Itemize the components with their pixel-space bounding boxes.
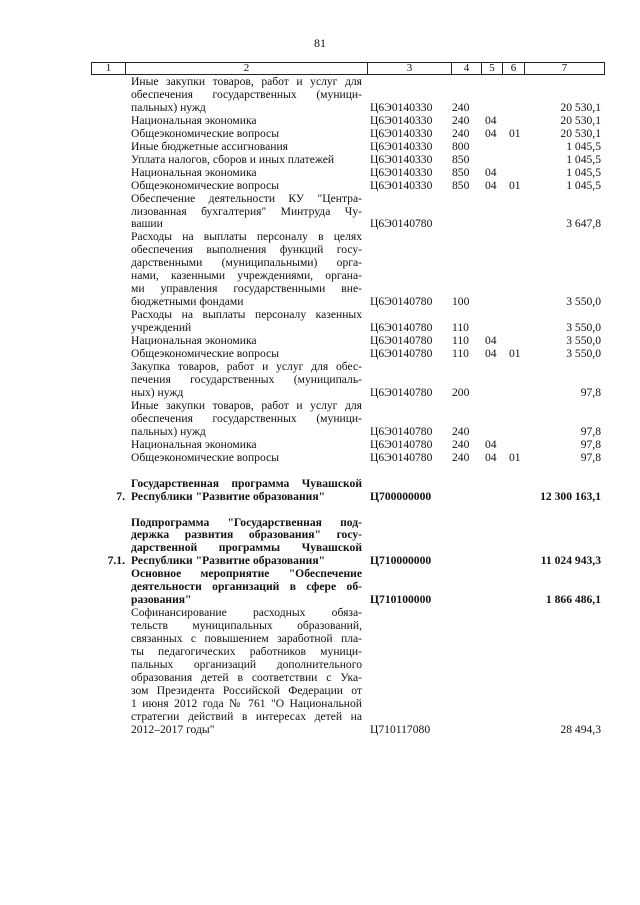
- description-line: связанных с повышением заработной пла-: [131, 632, 362, 646]
- description-line: печения государственных (муниципаль-: [131, 372, 362, 386]
- amount-value: 1 866 486,1: [545, 593, 601, 607]
- description-line: ми управления государственными вне-: [131, 282, 362, 296]
- amount-value: 3 647,8: [566, 217, 601, 231]
- description-line: обеспечения государственных (муници-: [131, 411, 362, 425]
- table-row: [91, 361, 605, 400]
- description-line: разования": [131, 593, 192, 607]
- target-article-code: Ц6Э0140780: [370, 321, 433, 335]
- target-article-code: Ц710100000: [370, 593, 432, 607]
- description-line: пальных) нужд: [131, 424, 206, 438]
- amount-value: 1 045,5: [566, 152, 601, 166]
- header-col-3: 3: [368, 63, 452, 74]
- expense-type-code: 800: [452, 139, 470, 153]
- subsection-code: 01: [509, 178, 521, 192]
- subsection-code: 01: [509, 450, 521, 464]
- target-article-code: Ц700000000: [370, 489, 432, 503]
- header-col-4: 4: [452, 63, 482, 74]
- amount-value: 20 530,1: [560, 126, 601, 140]
- expense-type-code: 240: [452, 424, 470, 438]
- row-description: [131, 452, 362, 465]
- target-article-code: Ц6Э0140330: [370, 165, 433, 179]
- table-row: [91, 154, 605, 167]
- table-row: [91, 478, 605, 504]
- row-description: [131, 141, 362, 154]
- subsection-code: 01: [509, 126, 521, 140]
- target-article-code: Ц710000000: [370, 554, 432, 568]
- row-description: [131, 361, 362, 400]
- description-line: бюджетными фондами: [131, 295, 244, 309]
- description-line: обеспечения выполнения функций госу-: [131, 243, 362, 257]
- description-line: Общеэкономические вопросы: [131, 347, 279, 361]
- amount-value: 97,8: [580, 385, 601, 399]
- amount-value: 3 550,0: [566, 295, 601, 309]
- row-description: [131, 478, 362, 504]
- row-description: [131, 115, 362, 128]
- target-article-code: Ц6Э0140330: [370, 100, 433, 114]
- section-code: 04: [485, 178, 497, 192]
- description-line: Общеэкономические вопросы: [131, 126, 279, 140]
- table-row: [91, 309, 605, 335]
- table-row: [91, 115, 605, 128]
- description-line: образования детей в соответствии с Ука-: [131, 670, 362, 684]
- target-article-code: Ц6Э0140780: [370, 385, 433, 399]
- header-col-6: 6: [503, 63, 525, 74]
- row-number: 7.: [116, 489, 125, 503]
- description-line: тельств муниципальных образований,: [131, 619, 362, 633]
- description-line: Национальная экономика: [131, 113, 257, 127]
- row-description: [131, 439, 362, 452]
- row-description: [131, 167, 362, 180]
- target-article-code: Ц6Э0140780: [370, 424, 433, 438]
- expense-type-code: 110: [452, 334, 469, 348]
- table-row: [91, 128, 605, 141]
- amount-value: 3 550,0: [566, 334, 601, 348]
- description-line: Национальная экономика: [131, 165, 257, 179]
- description-line: Софинансирование расходных обяза-: [131, 606, 362, 620]
- description-line: Иные закупки товаров, работ и услуг для: [131, 75, 362, 88]
- expense-type-code: 240: [452, 100, 470, 114]
- description-line: Подпрограмма "Государственная под-: [131, 515, 362, 529]
- table-header: [91, 62, 605, 75]
- expense-type-code: 200: [452, 385, 470, 399]
- target-article-code: Ц6Э0140330: [370, 178, 433, 192]
- table-row: [91, 568, 605, 607]
- expense-type-code: 110: [452, 347, 469, 361]
- target-article-code: Ц6Э0140780: [370, 450, 433, 464]
- table-row: [91, 607, 605, 737]
- amount-value: 97,8: [580, 424, 601, 438]
- description-line: обеспечения государственных (муници-: [131, 87, 362, 101]
- budget-table-body: [91, 76, 605, 737]
- amount-value: 97,8: [580, 437, 601, 451]
- amount-value: 1 045,5: [566, 139, 601, 153]
- row-description: [131, 180, 362, 193]
- description-line: Иные бюджетные ассигнования: [131, 139, 288, 153]
- header-col-2: 2: [126, 63, 368, 74]
- description-line: Закупка товаров, работ и услуг для обес-: [131, 359, 362, 373]
- expense-type-code: 850: [452, 165, 470, 179]
- expense-type-code: 850: [452, 178, 470, 192]
- description-line: Общеэкономические вопросы: [131, 450, 279, 464]
- row-spacer: [91, 465, 605, 478]
- section-code: 04: [485, 113, 497, 127]
- table-row: [91, 193, 605, 232]
- description-line: Национальная экономика: [131, 437, 257, 451]
- amount-value: 1 045,5: [566, 178, 601, 192]
- table-row: [91, 167, 605, 180]
- target-article-code: Ц6Э0140780: [370, 347, 433, 361]
- table-row: [91, 180, 605, 193]
- row-number: 7.1.: [107, 554, 125, 568]
- table-row: [91, 452, 605, 465]
- row-description: [131, 400, 362, 439]
- expense-type-code: 240: [452, 113, 470, 127]
- description-line: Уплата налогов, сборов и иных платежей: [131, 152, 335, 166]
- table-row: [91, 76, 605, 115]
- target-article-code: Ц6Э0140780: [370, 437, 433, 451]
- description-line: пальных) нужд: [131, 100, 206, 114]
- target-article-code: Ц710117080: [370, 722, 431, 736]
- header-col-7: 7: [561, 62, 568, 74]
- description-line: Расходы на выплаты персоналу в целях: [131, 230, 362, 244]
- description-line: вашии: [131, 217, 163, 231]
- expense-type-code: 240: [452, 126, 470, 140]
- target-article-code: Ц6Э0140330: [370, 126, 433, 140]
- header-col-5: 5: [482, 63, 503, 74]
- amount-value: 3 550,0: [566, 347, 601, 361]
- table-row: [91, 400, 605, 439]
- description-line: зом Президента Российской Федерации от: [131, 683, 362, 697]
- description-line: Иные закупки товаров, работ и услуг для: [131, 398, 362, 412]
- section-code: 04: [485, 165, 497, 179]
- amount-value: 1 045,5: [566, 165, 601, 179]
- description-line: Национальная экономика: [131, 334, 257, 348]
- description-line: учреждений: [131, 321, 192, 335]
- target-article-code: Ц6Э0140780: [370, 217, 433, 231]
- page-number: 81: [314, 36, 326, 50]
- amount-value: 28 494,3: [560, 722, 601, 736]
- amount-value: 11 024 943,3: [540, 554, 601, 568]
- description-line: Республики "Развитие образования": [131, 554, 326, 568]
- expense-type-code: 110: [452, 321, 469, 335]
- expense-type-code: 100: [452, 295, 470, 309]
- description-line: дарственной программы Чувашской: [131, 541, 362, 555]
- description-line: пальных организаций дополнительного: [131, 657, 362, 671]
- expense-type-code: 240: [452, 450, 470, 464]
- section-code: 04: [485, 437, 497, 451]
- description-line: 1 июня 2012 года № 761 "О Национальной: [131, 696, 362, 710]
- target-article-code: Ц6Э0140780: [370, 334, 433, 348]
- description-line: Государственная программа Чувашской: [131, 476, 362, 490]
- description-line: нами, казенными учреждениями, органа-: [131, 269, 362, 283]
- amount-value: 97,8: [580, 450, 601, 464]
- row-description: [131, 607, 362, 737]
- section-code: 04: [485, 334, 497, 348]
- row-description: [131, 154, 362, 167]
- target-article-code: Ц6Э0140780: [370, 295, 433, 309]
- table-row: [91, 231, 605, 309]
- amount-value: 12 300 163,1: [540, 489, 601, 503]
- description-line: ты педагогических работников муници-: [131, 645, 362, 659]
- description-line: деятельности организаций в сфере об-: [131, 580, 362, 594]
- row-description: [131, 568, 362, 607]
- description-line: Расходы на выплаты персоналу казенных: [131, 308, 362, 322]
- row-description: [131, 193, 362, 232]
- table-row: [91, 517, 605, 569]
- description-line: Обеспечение деятельности КУ "Центра-: [131, 191, 362, 205]
- description-line: дарственными (муниципальными) орга-: [131, 256, 362, 270]
- row-spacer: [91, 504, 605, 517]
- amount-value: 3 550,0: [566, 321, 601, 335]
- description-line: держка развития образования" госу-: [131, 528, 362, 542]
- table-row: [91, 141, 605, 154]
- row-description: [131, 231, 362, 309]
- target-article-code: Ц6Э0140330: [370, 152, 433, 166]
- header-col-1: 1: [92, 63, 126, 74]
- description-line: Общеэкономические вопросы: [131, 178, 279, 192]
- row-description: [131, 309, 362, 335]
- target-article-code: Ц6Э0140330: [370, 139, 433, 153]
- row-description: [131, 517, 362, 569]
- amount-value: 20 530,1: [560, 100, 601, 114]
- section-code: 04: [485, 347, 497, 361]
- description-line: Основное мероприятие "Обеспечение: [131, 567, 362, 581]
- section-code: 04: [485, 450, 497, 464]
- section-code: 04: [485, 126, 497, 140]
- description-line: ных) нужд: [131, 385, 184, 399]
- description-line: лизованная бухгалтерия" Минтруда Чу-: [131, 204, 362, 218]
- row-description: [131, 128, 362, 141]
- table-row: [91, 439, 605, 452]
- expense-type-code: 240: [452, 437, 470, 451]
- target-article-code: Ц6Э0140330: [370, 113, 433, 127]
- expense-type-code: 850: [452, 152, 470, 166]
- amount-value: 20 530,1: [560, 113, 601, 127]
- description-line: 2012–2017 годы": [131, 722, 215, 736]
- row-description: [131, 76, 362, 115]
- subsection-code: 01: [509, 347, 521, 361]
- description-line: стратегии действий в интересах детей на: [131, 709, 362, 723]
- description-line: Республики "Развитие образования": [131, 489, 326, 503]
